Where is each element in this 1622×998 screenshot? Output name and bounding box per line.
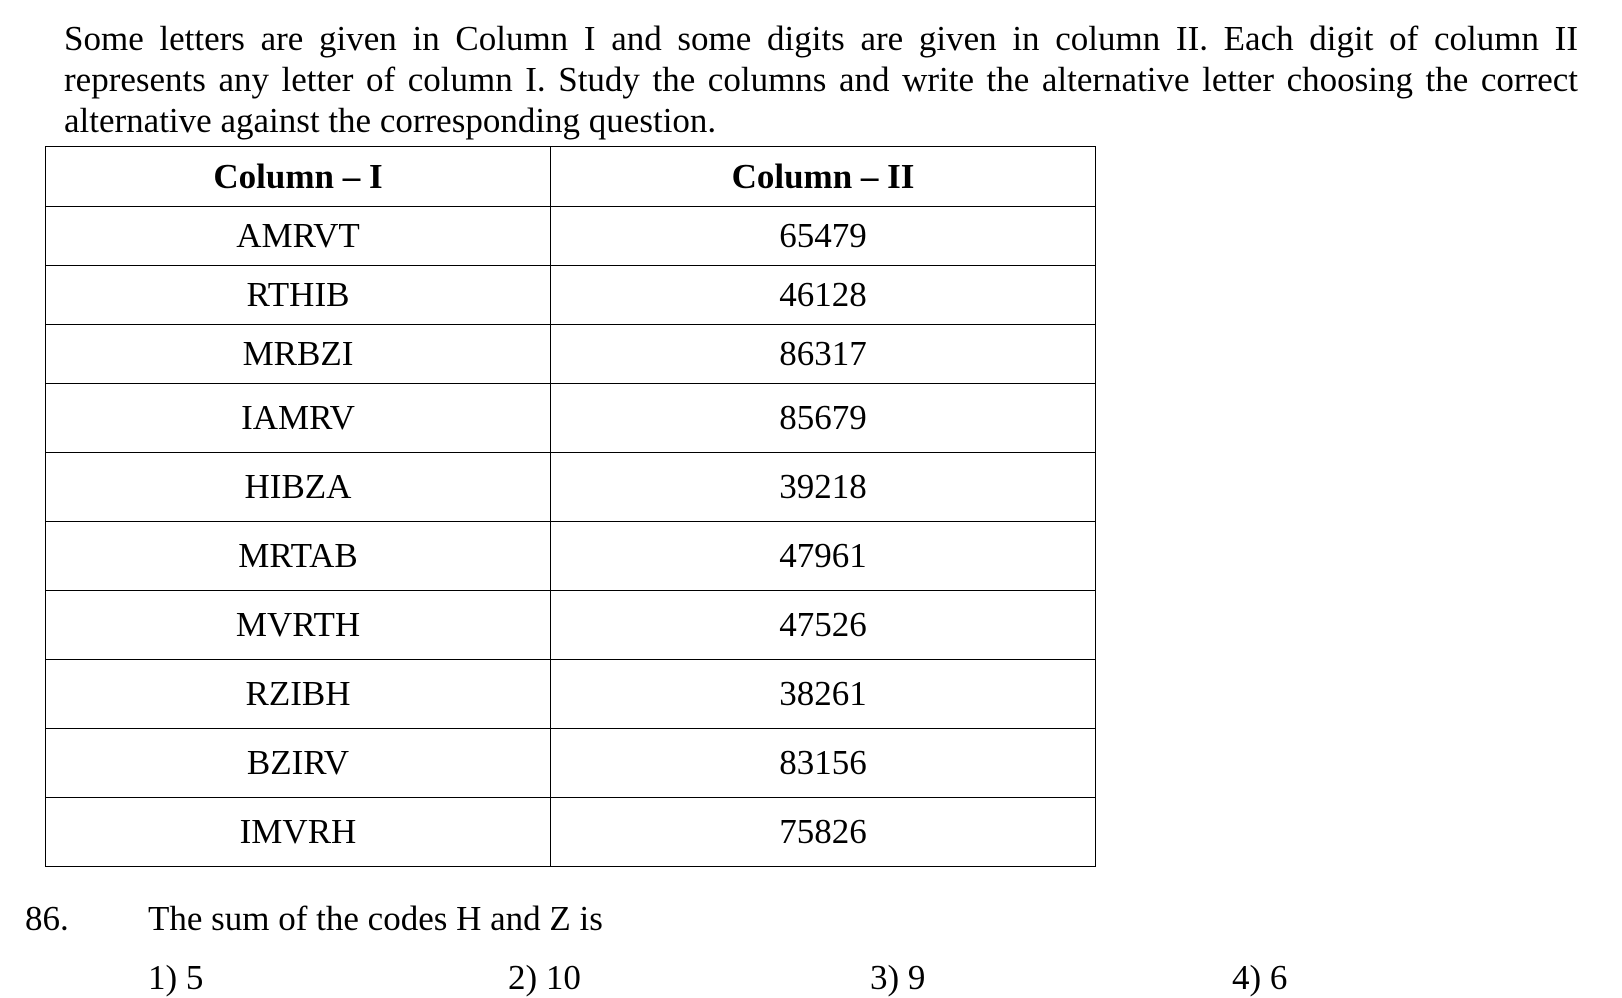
- option-3[interactable]: 3) 9: [870, 958, 926, 997]
- table-row: [46, 266, 1096, 325]
- column-1-cell: IAMRV: [46, 384, 551, 453]
- column-1-cell: RTHIB: [46, 266, 551, 325]
- table-row: [46, 660, 1096, 729]
- column-2-cell: 86317: [551, 325, 1096, 384]
- code-table: [45, 146, 1096, 867]
- column-2-cell: 39218: [551, 453, 1096, 522]
- table-row: [46, 325, 1096, 384]
- table-row: [46, 522, 1096, 591]
- column-2-header: Column – II: [551, 147, 1096, 207]
- column-1-cell: MRBZI: [46, 325, 551, 384]
- table-row: [46, 453, 1096, 522]
- table-row: [46, 591, 1096, 660]
- column-1-cell: AMRVT: [46, 207, 551, 266]
- column-2-cell: 47526: [551, 591, 1096, 660]
- column-2-cell: 46128: [551, 266, 1096, 325]
- column-2-cell: 83156: [551, 729, 1096, 798]
- column-1-cell: MRTAB: [46, 522, 551, 591]
- column-1-cell: HIBZA: [46, 453, 551, 522]
- question-text: The sum of the codes H and Z is: [148, 899, 603, 938]
- table-row: [46, 729, 1096, 798]
- column-1-cell: MVRTH: [46, 591, 551, 660]
- table-header-row: [46, 147, 1096, 207]
- column-1-cell: RZIBH: [46, 660, 551, 729]
- column-1-cell: BZIRV: [46, 729, 551, 798]
- option-4[interactable]: 4) 6: [1232, 958, 1288, 997]
- column-2-cell: 85679: [551, 384, 1096, 453]
- option-2[interactable]: 2) 10: [508, 958, 581, 997]
- table-row: [46, 207, 1096, 266]
- column-2-cell: 65479: [551, 207, 1096, 266]
- column-2-cell: 38261: [551, 660, 1096, 729]
- instructions-text: Some letters are given in Column I and some digits are given in column II. Each digit of column II represents any letter of column I. Study the columns and write the alternative letter choosing the correct alternative against the corresponding question.: [64, 19, 1578, 140]
- question-number: 86.: [25, 899, 69, 938]
- table-row: [46, 384, 1096, 453]
- column-2-cell: 75826: [551, 798, 1096, 867]
- option-1[interactable]: 1) 5: [148, 958, 204, 997]
- column-1-header: Column – I: [46, 147, 551, 207]
- table-row: [46, 798, 1096, 867]
- column-2-cell: 47961: [551, 522, 1096, 591]
- column-1-cell: IMVRH: [46, 798, 551, 867]
